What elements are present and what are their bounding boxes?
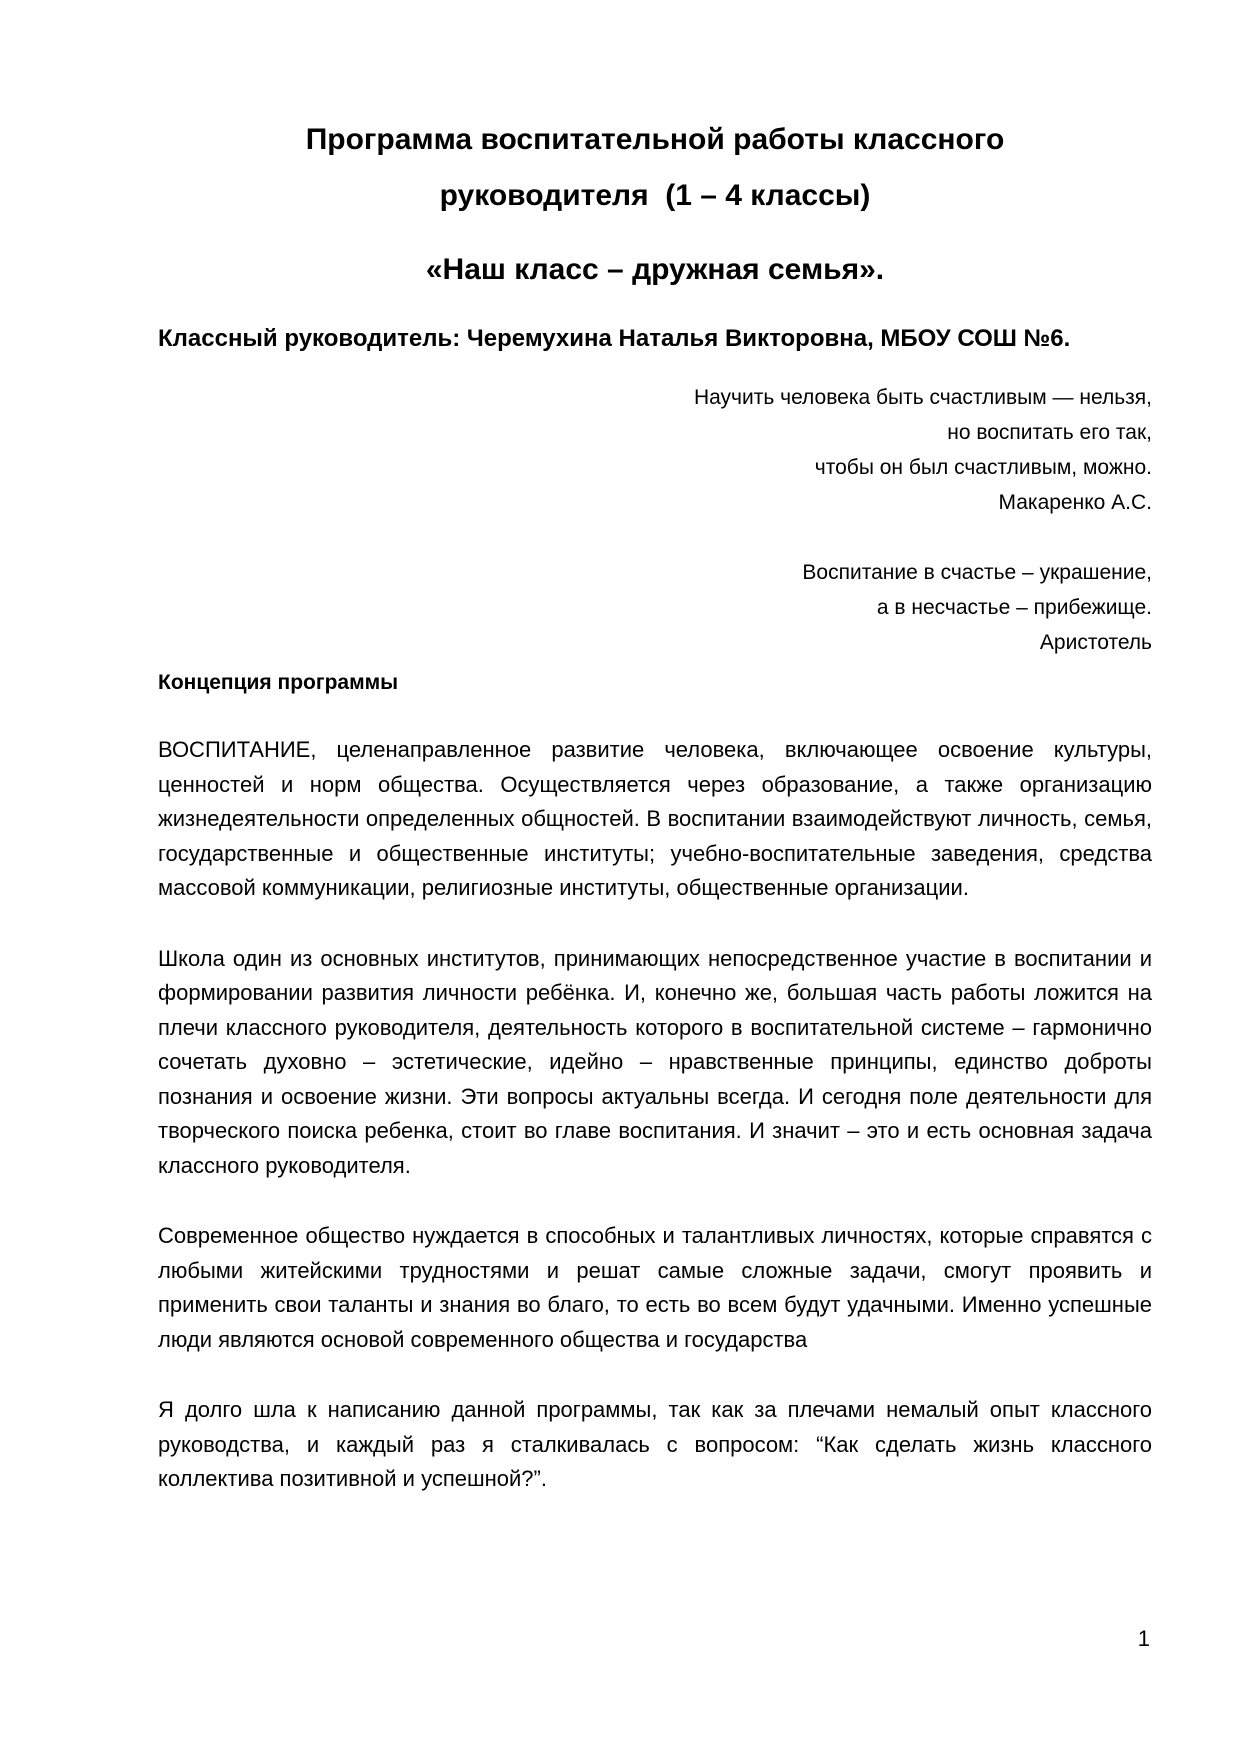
epigraph-author: Макаренко А.С. [998,491,1152,514]
body-paragraph: Школа один из основных институтов, принимающих непосредственное участие в воспитании и формировании развития личности ребёнка. И, конечно же, большая часть работы ложится на плечи классного руководителя, деятельность которого в воспитательной системе – гармонично сочетать духовно – эстетические, идейно – нравственные принципы, единство доброты познания и освоение жизни. Эти вопросы актуальны всегда. И сегодня поле деятельности для творческого поиска ребенка, стоит во главе воспитания. И значит – это и есть основная задача классного руководителя. [158,945,1152,1178]
teacher-line: Классный руководитель: Черемухина Наталья Викторовна, МБОУ СОШ №6. [158,325,1071,352]
page-number: 1 [1137,1626,1150,1651]
epigraph-line: Научить человека быть счастливым — нельзя, [693,386,1152,409]
epigraph-line: а в несчастье – прибежище. [876,596,1152,619]
body-paragraph: Современное общество нуждается в способных и талантливых личностях, которые справятся с любыми житейскими трудностями и решат самые сложные задачи, смогут проявить и применить свои таланты и знания во благо, то есть во всем будут удачными. Именно успешные люди являются основой современного общества и государства [158,1223,1152,1352]
body-paragraph: ВОСПИТАНИЕ, целенаправленное развитие человека, включающее освоение культуры, ценностей и норм общества. Осуществляется через образование, а также организацию жизнедеятельности определенных общностей. В воспитании взаимодействуют личность, семья, государственные и общественные институты; учебно-воспитательные заведения, средства массовой коммуникации, религиозные институты, общественные организации. [158,737,1152,900]
doc-subtitle: «Наш класс – дружная семья». [425,253,885,286]
body-paragraph: Я долго шла к написанию данной программы, так как за плечами немалый опыт классного руководства, и каждый раз я сталкивалась с вопросом: “Как сделать жизнь классного коллектива позитивной и успешной?”. [158,1397,1152,1491]
epigraph-makarenko [158,380,1152,520]
epigraph-aristotle [158,555,1152,660]
epigraph-author: Аристотель [1039,631,1152,654]
epigraph-line: но воспитать его так, [947,421,1152,444]
epigraph-line: Воспитание в счастье – украшение, [802,561,1152,584]
section-heading: Концепция программы [158,671,399,694]
doc-title-line-2: руководителя (1 – 4 классы) [439,179,871,212]
doc-title [158,112,1152,224]
epigraph-line: чтобы он был счастливым, можно. [814,456,1152,479]
doc-title-line-1: Программа воспитательной работы классного [305,123,1005,156]
